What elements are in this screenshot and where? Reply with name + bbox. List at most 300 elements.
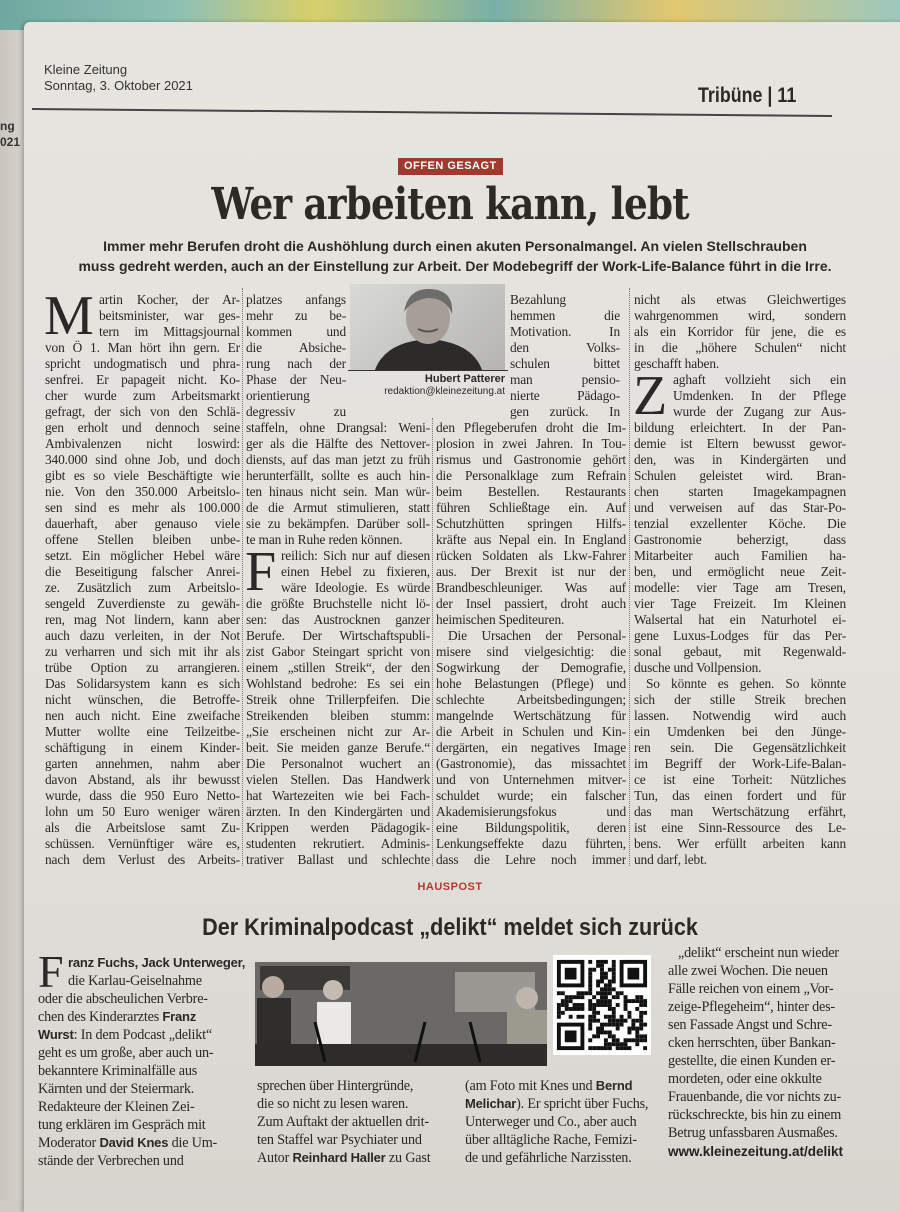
article-line: ren sein. Die Gegensätzlichkeit [634,740,846,755]
text-segment: oder die abscheulichen Verbre- [38,991,208,1007]
qr-module [612,980,616,984]
qr-module [612,1019,616,1023]
article-line: der Insel passiert, droht auch [436,596,626,611]
hauspost-line [38,954,248,972]
article-line: das man Wertschätzung erfährt, [634,804,846,819]
qr-module [643,1046,647,1050]
qr-module [608,1003,612,1007]
article-line: die größte Bruchstelle nicht lö- [246,596,430,611]
article-line: tern im Mittagsjournal [99,324,240,339]
qr-module [631,1027,635,1031]
qr-module [577,1003,581,1007]
qr-module [580,1007,584,1011]
bold-name: Melichar [465,1096,517,1111]
qr-module [600,1023,604,1027]
article-line: zu verharren und sich mit ihr als [45,644,240,659]
article-line: trativer Ballast und schlechte [246,852,430,867]
article-line: Akademisierungsfokus und [436,804,626,819]
bold-name: Reinhard Haller [292,1150,386,1165]
article-line: gen erholt und dennoch seine [45,420,240,435]
text-segment: tung erklären im Gespräch mit [38,1117,206,1133]
qr-module [569,1007,573,1011]
article-line: sengeld Zuverdienste zu gewäh- [45,596,240,611]
qr-module [588,1023,592,1027]
article-line: und verweisen auf das Star-Po- [634,500,846,515]
bold-name: Franz [162,1009,197,1024]
qr-module [580,995,584,999]
qr-module [604,960,608,964]
qr-module [596,1034,600,1038]
qr-module [608,1030,612,1034]
article-line: ce ist eine Torheit: Nützliches [634,772,846,787]
qr-module [600,1046,604,1050]
article-line: de die Armut stimulieren, statt [246,500,430,515]
hauspost-line [38,1026,248,1044]
article-line: Die Ursachen der Personal- [448,628,626,643]
qr-module [577,991,581,995]
qr-module [561,991,565,995]
text-segment: mordeten, oder eine okkulte [668,1071,822,1087]
qr-module [612,1038,616,1042]
article-line: eine Bildungspolitik, deren [436,820,626,835]
article-line: man pensio- [510,372,620,387]
qr-module [612,1011,616,1015]
qr-module [608,980,612,984]
qr-module [561,999,565,1003]
article-line: die Personalklage zum Refrain [436,468,626,483]
article-line: Krippen werden Pädagogik- [246,820,430,835]
qr-module [580,1003,584,1007]
qr-module [608,1042,612,1046]
qr-module [612,1042,616,1046]
qr-module [596,1019,600,1023]
qr-module [584,991,588,995]
article-line: den Pflegeberufen droht die Im- [436,420,626,435]
qr-module [573,1007,577,1011]
qr-module [616,995,620,999]
article-line: (Gastronomie), das missachtet [436,756,626,771]
qr-module [616,1023,620,1027]
article-line: aghaft vollzieht sich ein [673,372,846,387]
hauspost-line [668,1088,868,1106]
article-line: 340.000 sind ohne Job, und doch [45,452,240,467]
hauspost-line [257,1077,449,1095]
bold-name: ranz Fuchs, Jack Unterweger, [68,955,246,970]
qr-module [604,999,608,1003]
qr-module [620,1046,624,1050]
hauspost-line [38,1008,248,1026]
qr-module [596,1046,600,1050]
qr-module [639,1034,643,1038]
qr-module [588,1038,592,1042]
qr-module [588,987,592,991]
author-name: Hubert Patterer [424,373,505,385]
bold-name: Wurst [38,1027,74,1042]
lead-line: Immer mehr Berufen droht die Aushöhlung durch einen akuten Personalmangel. An vielen Stellschrauben [103,238,807,254]
article-line: dusche und Vollpension. [634,660,762,675]
article-line: wahrgenommen wird, sondern [634,308,846,323]
adjacent-page-text: 021 [0,135,21,149]
qr-module [631,999,635,1003]
article-line: degressiv zu [246,404,346,419]
qr-module [639,1027,643,1031]
article-line: sich der stille Streik brechen [634,692,846,707]
qr-module [608,1034,612,1038]
text-segment: die Karlau-Geiselnahme [68,973,202,989]
qr-module [588,983,592,987]
article-line: auch dazu verleiten, in der Not [45,628,240,643]
text-segment: : In dem Podcast „delikt“ [73,1027,213,1043]
qr-module [600,1027,604,1031]
qr-module [624,1046,628,1050]
text-segment: alle zwei Wochen. Die neuen [668,963,828,979]
article-line: modelle: vier Tage am Tresen, [634,580,846,595]
qr-module [616,1042,620,1046]
qr-module [600,999,604,1003]
article-line: ren, mag Not lindern, kann aber [45,612,240,627]
text-segment: die Um- [168,1135,218,1151]
article-line: als ein Korridor für jene, die es [634,324,846,339]
hauspost-line [465,1131,655,1149]
author-email[interactable]: redaktion@kleinezeitung.at [384,386,505,397]
qr-module [620,1023,624,1027]
article-line: nicht wünschen, die Betroffe- [45,692,240,707]
qr-module [600,1003,604,1007]
article-line: in die „höhere Schulen“ nicht [634,340,846,355]
article-line: schuldet wurde; ein falscher [436,788,626,803]
podcast-url-link[interactable]: www.kleinezeitung.at/delikt [668,1144,844,1159]
article-line: Mitarbeiter auch Familien ha- [634,548,846,563]
text-segment: gestellte, die einen Kunden er- [668,1053,836,1069]
article-line: plosion in zwei Jahren. In Tou- [436,436,626,451]
text-segment: ten Staffel war Psychiater und [257,1132,422,1148]
qr-module [627,1038,631,1042]
article-line: gene Luxus-Lodges für das Per- [634,628,846,643]
text-segment: (am Foto mit Knes und [465,1078,596,1094]
column-divider [629,288,630,866]
qr-module [627,1015,631,1019]
podcast-studio-photo [255,962,547,1066]
article-line: den Volks- [510,340,620,355]
lead-line: muss gedreht werden, auch an der Einstellung zur Arbeit. Der Modebegriff der Work-Life-Balance führt in die Irre. [78,258,832,274]
hauspost-line [38,1080,248,1098]
article-line: kommen und [246,324,346,339]
qr-module [612,995,616,999]
article-line: Tun, das einen fordert und für [634,788,846,803]
qr-module [624,1019,628,1023]
qr-module [557,1003,561,1007]
qr-module [631,1019,635,1023]
article-line: ten hinaus nicht sein. Man wür- [246,484,430,499]
article-line: gen zurück. In [510,404,620,419]
article-line: ein Umdenken bei den Jünge- [634,724,846,739]
qr-module [592,1011,596,1015]
article-line: schulen bittet [510,356,620,371]
article-line: sen: das Austrocknen ganzer [246,612,430,627]
text-segment: Moderator [38,1135,100,1151]
article-line: chen starten Imagekampagnen [634,484,846,499]
qr-module [557,1007,561,1011]
qr-module [620,991,624,995]
article-line: bens. Wer erfüllt arbeiten kann [634,836,846,851]
article-column [246,292,430,868]
hauspost-line [668,998,868,1016]
qr-module [624,1038,628,1042]
text-segment: „delikt“ erscheint nun wieder [678,945,839,961]
qr-module [627,1046,631,1050]
article-line: dauerhaft, aber genauso viele [45,516,240,531]
article-line: demie ist Eltern bewusst gewor- [634,436,846,451]
article-line: lohn um 50 Euro weniger wären [45,804,240,819]
qr-module [604,995,608,999]
qr-module [639,1038,643,1042]
qr-module [596,1003,600,1007]
qr-module [612,1023,616,1027]
text-segment: Fälle reichen von einem „Vor- [668,981,834,997]
hauspost-line [257,1149,449,1167]
qr-module [600,972,604,976]
article-line: einem „stillen Streik“, der den [246,660,430,675]
text-segment: stände der Verbrechen und [38,1153,184,1169]
text-segment: Betrug unfassbaren Ausmaßes. [668,1125,838,1141]
article-line: „Sie erscheinen nicht zur Ar- [246,724,430,739]
article-line: trübe Option zu arrangieren. [45,660,240,675]
qr-module [620,1019,624,1023]
qr-module [565,1007,569,1011]
qr-module [604,1042,608,1046]
article-line: orientierung [246,388,310,403]
hauspost-line [465,1077,655,1095]
qr-module [592,1046,596,1050]
hauspost-line [38,1134,248,1152]
qr-module [604,1030,608,1034]
article-line: nie. Von den 350.000 Arbeitslo- [45,484,240,499]
qr-module [643,1038,647,1042]
drop-cap: M [44,285,94,347]
qr-module [588,1007,592,1011]
article-line: als die Arbeitslose samt Zu- [45,820,240,835]
hauspost-line [668,980,868,998]
qr-module [600,980,604,984]
text-segment: Kärnten und der Steiermark. [38,1081,195,1097]
qr-module [596,1011,600,1015]
article-line: rung nach der [246,356,346,371]
qr-module [627,1011,631,1015]
article-line: offene Stellen bleiben unbe- [45,532,240,547]
qr-module [608,999,612,1003]
qr-module [639,1011,643,1015]
article-line: beit. Sie meiden ganze Berufe.“ [246,740,430,755]
article-line: Motivation. In [510,324,620,339]
qr-module [604,1038,608,1042]
article-line: Brandbeschleuniger. Was auf [436,580,626,595]
qr-module [557,1015,561,1019]
article-line: einen Hebel zu fixieren, [281,564,430,579]
issue-date: Sonntag, 3. Oktober 2021 [44,78,193,93]
article-line: führen Schließtage ein. Auf [436,500,626,515]
qr-module [608,1007,612,1011]
qr-module [569,995,573,999]
article-line: gefragt, der sich von den Schlä- [45,404,240,419]
qr-module [588,972,592,976]
hauspost-line [668,1070,868,1088]
article-line: vier Tage Freizeit. Im Kleinen [634,596,846,611]
qr-module [588,999,592,1003]
qr-module [608,991,612,995]
headline: Wer arbeiten kann, lebt [211,179,689,230]
qr-module [635,1042,639,1046]
qr-module [604,1046,608,1050]
article-line: Streik ohne Trillerpfeifen. Die [246,692,430,707]
qr-module [608,1023,612,1027]
qr-module [569,1015,573,1019]
qr-module [592,1007,596,1011]
qr-module [561,1011,565,1015]
qr-module [616,1027,620,1031]
qr-module [624,995,628,999]
article-line: gibt es so viele Beschäftigte wie [45,468,240,483]
text-segment: sprechen über Hintergründe, [257,1078,414,1094]
article-line: und darf, lebt. [634,852,707,867]
article-line: Gastronomie beherzigt, dass [634,532,846,547]
text-segment: die so nicht zu lesen waren. [257,1096,409,1112]
qr-module [635,1030,639,1034]
hauspost-column [465,1077,655,1167]
qr-module [580,991,584,995]
article-line: senfrei. Er papageit nicht. Ko- [45,372,240,387]
hauspost-line [668,1124,868,1142]
qr-module [588,980,592,984]
article-line: ist eine Sinn-Ressource des Le- [634,820,846,835]
article-line: und von Unternehmen mitver- [436,772,626,787]
bold-name: Bernd [595,1078,633,1093]
masthead [44,62,193,94]
article-line: vielen Stellen. Das Handwerk [246,772,430,787]
article-column [44,285,240,868]
podcast-headline: Der Kriminalpodcast „delikt“ meldet sich zurück [202,914,698,941]
article-line: platzes anfangs [246,292,346,307]
text-segment: Zum Auftakt der aktuellen drit- [257,1114,429,1130]
qr-finder-mark [565,1030,577,1042]
qr-module [577,1007,581,1011]
qr-module [612,987,616,991]
qr-module [643,1023,647,1027]
article-line: sonal gebaut, mit Regenwald- [634,644,846,659]
text-segment: Redakteure der Kleinen Zei- [38,1099,195,1115]
article-line: cher wurde zum Arbeitsmarkt [45,388,240,403]
article-line: Lenkungseffekte dazu führten, [436,836,626,851]
qr-module [612,1007,616,1011]
qr-module [635,1019,639,1023]
article-line: te man in Ruhe reden können. [246,532,403,547]
article-line: setzt. Ein möglicher Hebel wäre [45,548,240,563]
qr-module [600,987,604,991]
kicker-label: OFFEN GESAGT [398,158,503,175]
article-line: Walsertal hat ein Naturhotel ei- [634,612,846,627]
qr-module [612,964,616,968]
article-line: dass die Lehre noch immer [436,852,626,867]
qr-code[interactable] [553,955,651,1055]
qr-module [616,1046,620,1050]
qr-module [631,1038,635,1042]
qr-module [596,999,600,1003]
qr-module [596,960,600,964]
drop-cap: Z [633,365,668,427]
publication-name: Kleine Zeitung [44,62,128,77]
lead-paragraph [60,236,850,276]
article-line: Phase der Neu- [246,372,346,387]
article-line: zist Gabor Steingart spricht von [246,644,430,659]
article-line: den, was in Kindergärten und [634,452,846,467]
hauspost-line [38,1116,248,1134]
qr-module [596,1030,600,1034]
article-line: von Ö 1. Man hört ihn gern. Er [45,340,240,355]
hauspost-line [668,944,868,962]
qr-module [604,1023,608,1027]
article-line: Die Personalnot wuchert an [246,756,430,771]
qr-module [604,983,608,987]
article-line: Sogwirkung der Demografie, [436,660,626,675]
article-line: ger als die Hälfte des Nettover- [246,436,430,451]
qr-module [592,1019,596,1023]
text-segment: chen des Kinderarztes [38,1009,163,1025]
text-segment: Frauenbande, die vor nichts zu- [668,1089,842,1105]
qr-module [616,991,620,995]
hauspost-line [465,1095,655,1113]
qr-module [592,1034,596,1038]
article-line: beitsminister, war ges- [99,308,240,323]
qr-module [596,980,600,984]
qr-module [588,1019,592,1023]
qr-module [588,976,592,980]
bold-name: David Knes [99,1135,169,1150]
text-segment: cken herrschten, über Bankan- [668,1035,836,1051]
qr-module [573,995,577,999]
qr-module [588,1003,592,1007]
qr-module [635,1027,639,1031]
qr-module [557,1011,561,1015]
article-line: heimischen Spediteuren. [436,612,565,627]
qr-module [565,999,569,1003]
article-line: aus. Der Brexit ist nur der [436,564,626,579]
article-line: ze. Zusätzlich zum Arbeitslo- [45,580,240,595]
qr-module [627,1030,631,1034]
qr-module [612,968,616,972]
article-line: hemmen die [510,308,620,323]
article-line: hohe Belastungen (Pflege) und [436,676,626,691]
article-line: studenten rekrutiert. Adminis- [246,836,430,851]
qr-module [588,1027,592,1031]
hauspost-column [668,944,868,1142]
qr-module [639,1023,643,1027]
article-line: rismus und Gastronomie gehört [436,452,626,467]
qr-module [627,1027,631,1031]
qr-module [639,995,643,999]
article-line: herunterfällt, sollte es auch hin- [246,468,430,483]
hauspost-line [38,990,248,1008]
qr-module [631,1023,635,1027]
qr-module [561,1003,565,1007]
article-line: bildung erleichtert. In der Pan- [634,420,846,435]
qr-module [588,960,592,964]
qr-module [620,1042,624,1046]
article-line: ben, und ermöglicht neue Zeit- [634,564,846,579]
qr-module [624,1007,628,1011]
qr-module [639,1003,643,1007]
qr-module [588,1046,592,1050]
article-line: die Absiche- [246,340,346,355]
hauspost-line [38,1098,248,1116]
